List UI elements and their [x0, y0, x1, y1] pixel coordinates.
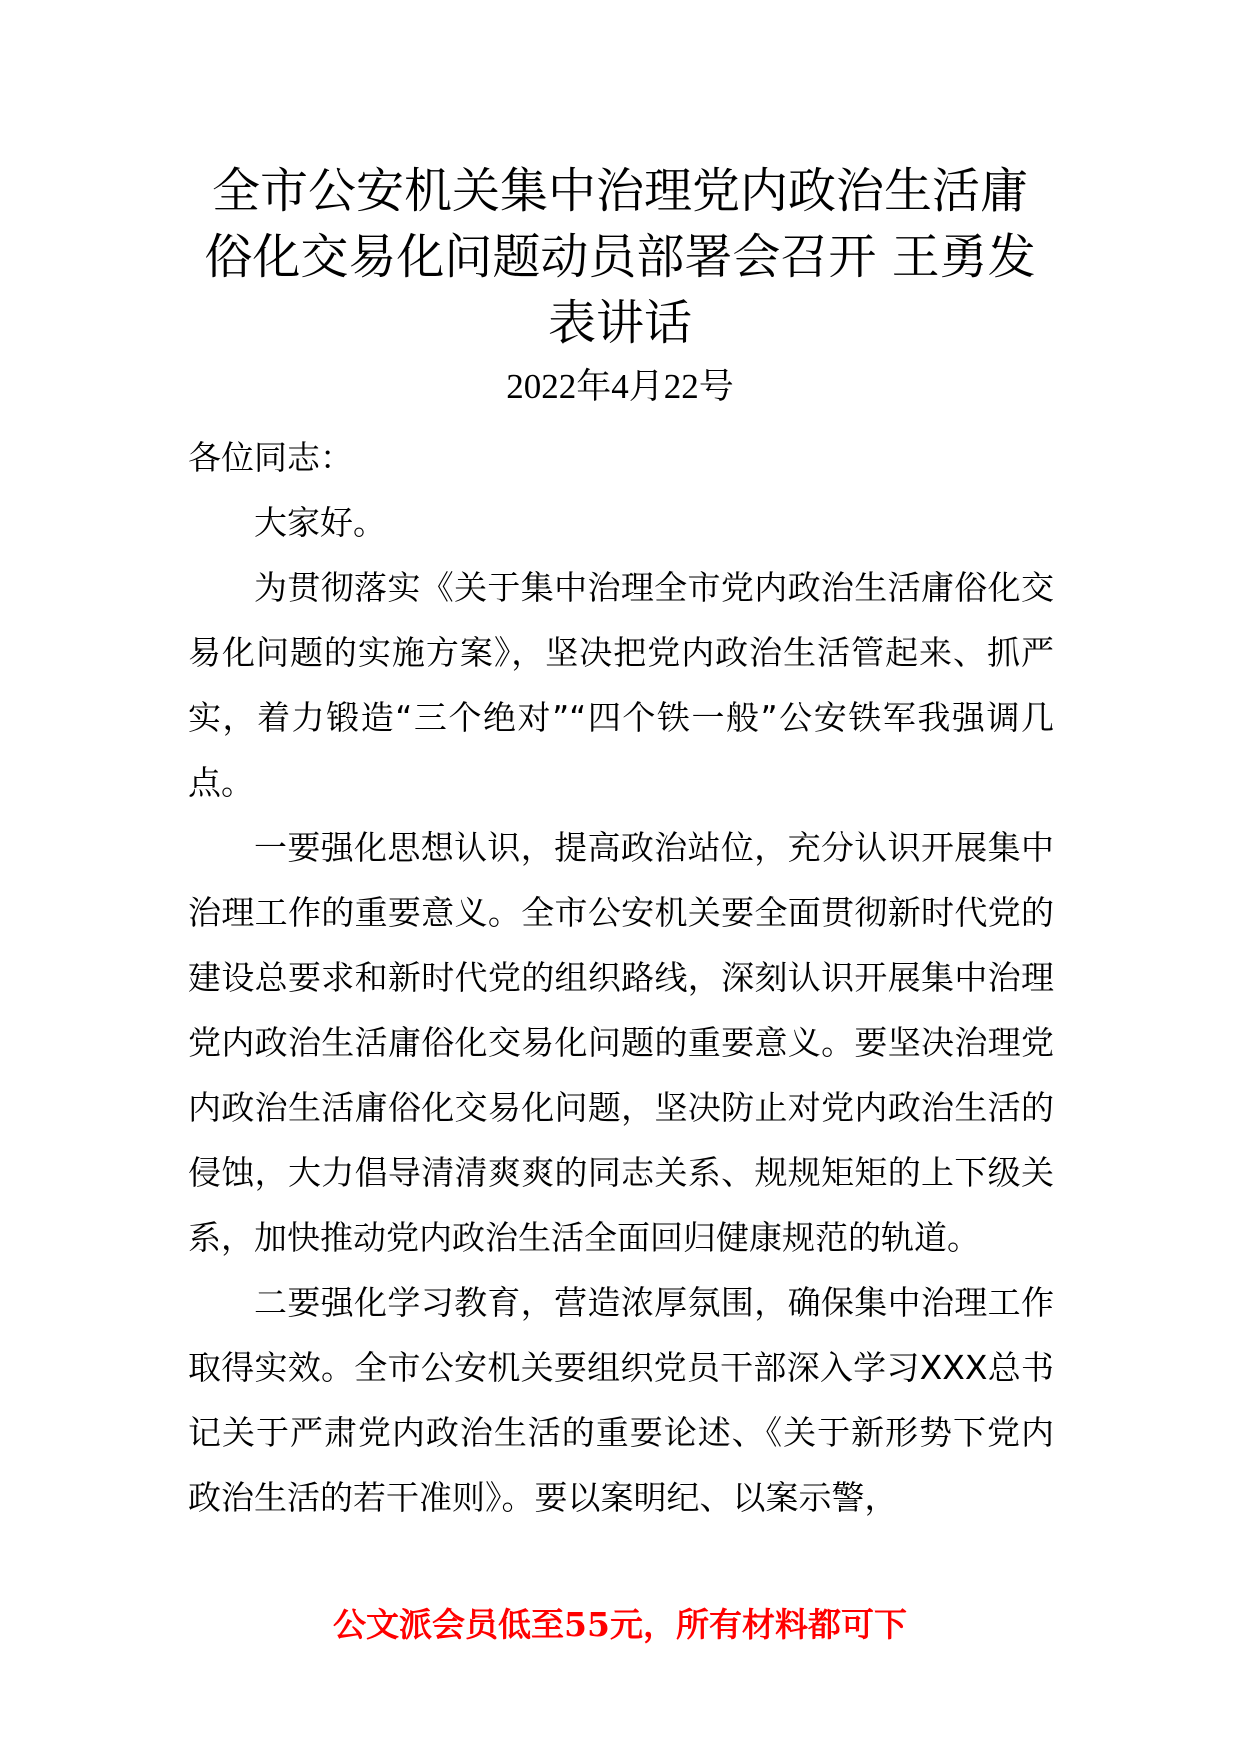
- document-date: 2022年4月22号: [506, 367, 734, 406]
- document-body: [188, 425, 1054, 1530]
- salutation: 各位同志：: [188, 438, 353, 477]
- document-title: 全市公安机关集中治理党内政治生活庸俗化交易化问题动员部署会召开 王勇发表讲话: [204, 163, 1036, 351]
- paragraph-point-one: 一要强化思想认识，提高政治站位，充分认识开展集中治理工作的重要意义。全市公安机关要全面贯彻新时代党的建设总要求和新时代党的组织路线，深刻认识开展集中治理党内政治生活庸俗化交易化问题的重要意义。要坚决治理党内政治生活庸俗化交易化问题，坚决防止对党内政治生活的侵蚀，大力倡导清清爽爽的同志关系、规规矩矩的上下级关系，加快推动党内政治生活全面回归健康规范的轨道。: [188, 828, 1054, 1257]
- footer-advertisement: 公文派会员低至55元，所有材料都可下: [333, 1605, 907, 1644]
- paragraph-intro: 为贯彻落实《关于集中治理全市党内政治生活庸俗化交易化问题的实施方案》，坚决把党内政治生活管起来、抓严实，着力锻造“三个绝对”“四个铁一般”公安铁军我强调几点。: [188, 568, 1054, 802]
- paragraph-point-two: 二要强化学习教育，营造浓厚氛围，确保集中治理工作取得实效。全市公安机关要组织党员干部深入学习XXX总书记关于严肃党内政治生活的重要论述、《关于新形势下党内政治生活的若干准则》。要以案明纪、以案示警，: [188, 1283, 1054, 1517]
- paragraph-greeting: 大家好。: [254, 503, 386, 542]
